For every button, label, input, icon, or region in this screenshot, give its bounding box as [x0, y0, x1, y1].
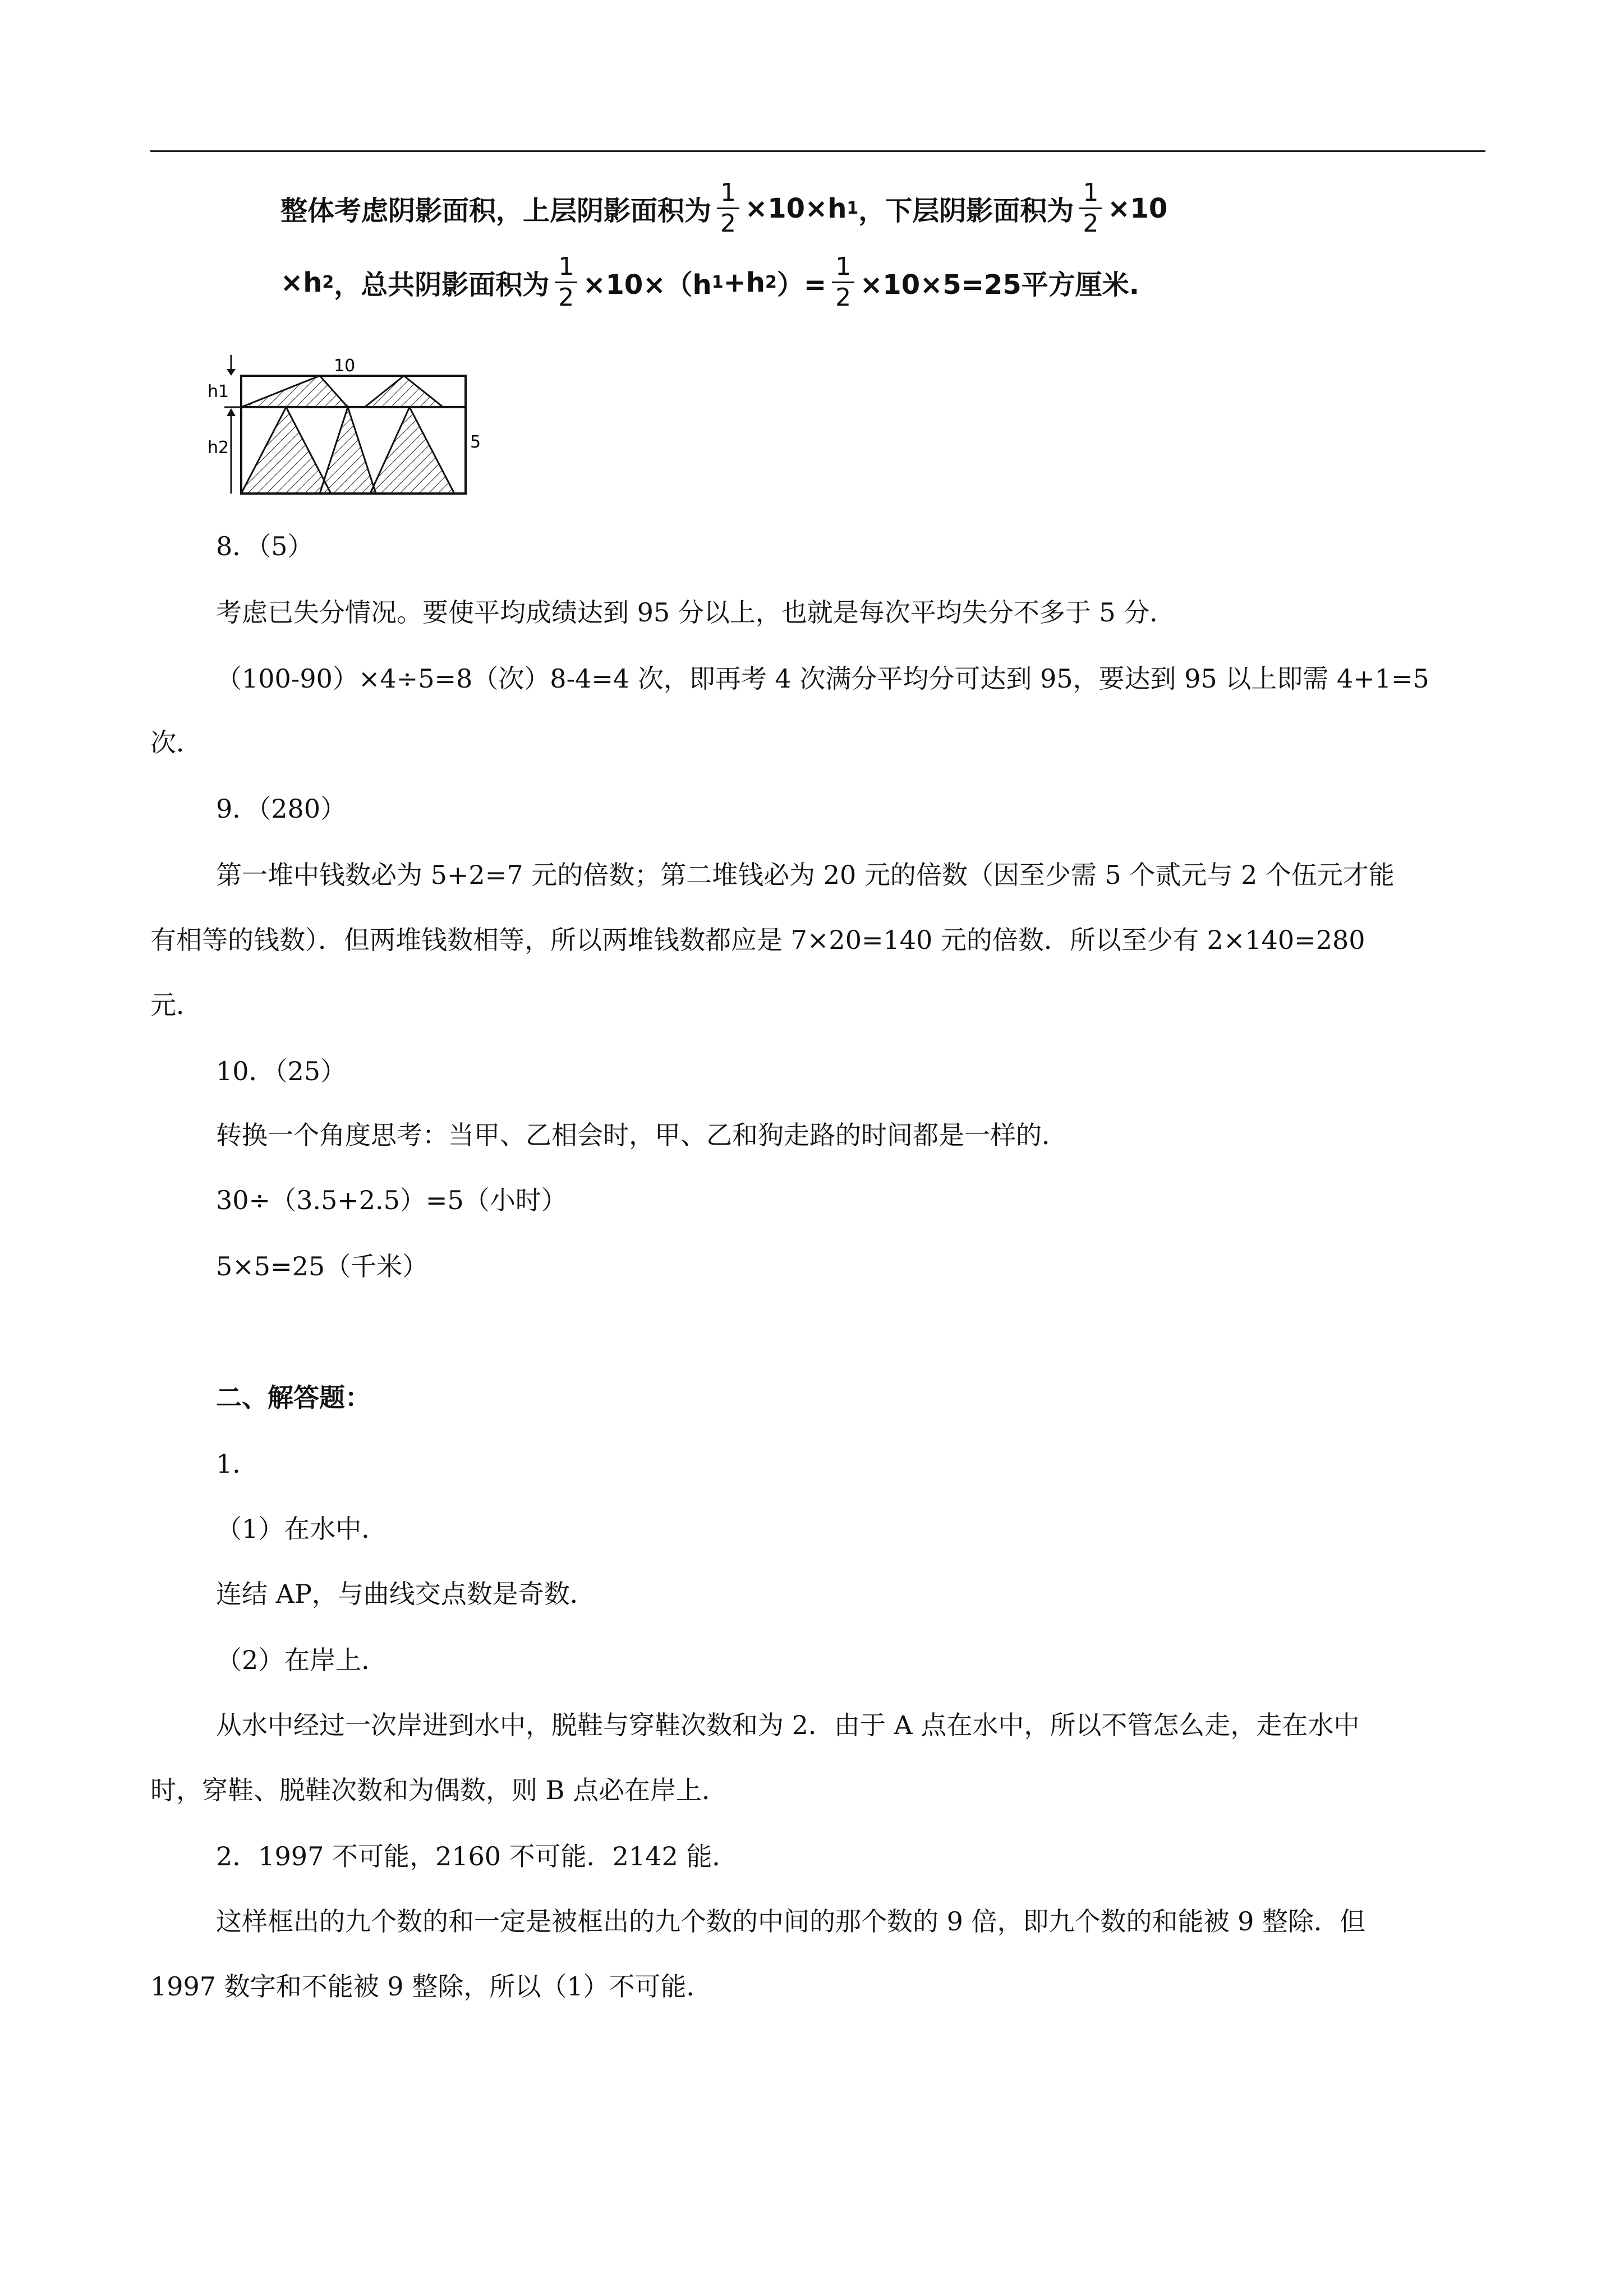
figure-h2-label: h2: [208, 438, 229, 458]
fraction-numerator: 1: [832, 252, 854, 283]
formula-text: ×10: [1107, 192, 1168, 224]
answer-10-text: 30÷（3.5+2.5）=5（小时）: [216, 1185, 567, 1215]
problem-2-text: 1997 数字和不能被 9 整除，所以（1）不可能．: [150, 1971, 712, 2002]
answer-8-text: （100-90）×4÷5=8（次）8-4=4 次，即再考 4 次满分平均分可达到 95，要达到 95 以上即需 4+1=5: [216, 663, 1429, 694]
lower-triangle: [370, 407, 454, 494]
problem-1-text: （2）在岸上．: [216, 1645, 388, 1675]
subscript: 2: [765, 273, 777, 292]
problem-1-text: 连结 AP，与曲线交点数是奇数．: [216, 1579, 596, 1609]
formula-text: ×10×（h: [583, 269, 712, 301]
upper-triangle: [365, 376, 443, 407]
formula-text: ，总共阴影面积为: [334, 269, 550, 301]
fraction-half: [555, 252, 577, 312]
formula-text: ，下层阴影面积为: [858, 195, 1074, 227]
problem-1-text: 从水中经过一次岸进到水中，脱鞋与穿鞋次数和为 2．由于 A 点在水中，所以不管怎么走，走在水中: [216, 1710, 1360, 1740]
header-rule: [150, 150, 1485, 152]
fraction-denominator: 2: [1083, 209, 1099, 238]
answer-9-text: 元．: [150, 990, 202, 1020]
answer-10-text: 5×5=25（千米）: [216, 1251, 429, 1281]
fraction-half: [1079, 178, 1102, 238]
formula-text: 整体考虑阴影面积，上层阴影面积为: [280, 195, 712, 227]
answer-8-text: 考虑已失分情况。要使平均成绩达到 95 分以上，也就是每次平均失分不多于 5 分．: [216, 597, 1176, 628]
problem-1-text: （1）在水中．: [216, 1514, 388, 1544]
figure-top-label: 10: [334, 356, 356, 376]
answer-10-text: 转换一个角度思考：当甲、乙相会时，甲、乙和狗走路的时间都是一样的．: [216, 1120, 1068, 1150]
problem-1-heading: 1．: [216, 1449, 259, 1479]
fraction-half: [717, 178, 739, 238]
formula-text: ×h: [280, 266, 323, 298]
figure-side-label: 5: [470, 432, 481, 452]
problem-2-text: 这样框出的九个数的和一定是被框出的九个数的中间的那个数的 9 倍，即九个数的和能被 9 整除．但: [216, 1906, 1366, 1937]
answer-9-heading: 9．（280）: [216, 794, 347, 824]
lower-triangle: [320, 407, 376, 494]
lower-triangle: [241, 407, 331, 494]
answer-8-text: 次．: [150, 727, 202, 758]
formula-text: ）=: [776, 269, 827, 301]
problem-2-heading: 2．1997 不可能，2160 不可能．2142 能．: [216, 1841, 738, 1871]
upper-triangle: [241, 376, 348, 407]
fraction-numerator: 1: [717, 178, 739, 209]
formula-line-1: [280, 178, 1167, 238]
answer-9-text: 有相等的钱数）．但两堆钱数相等，所以两堆钱数都应是 7×20=140 元的倍数．所以至少有 2×140=280: [150, 925, 1365, 955]
subscript: 1: [711, 273, 724, 292]
answer-9-text: 第一堆中钱数必为 5+2=7 元的倍数；第二堆钱必为 20 元的倍数（因至少需 5 个贰元与 2 个伍元才能: [216, 860, 1395, 890]
fraction-denominator: 2: [558, 283, 574, 312]
fraction-denominator: 2: [835, 283, 852, 312]
section-heading: 二、解答题：: [216, 1382, 371, 1413]
fraction-half: [832, 252, 854, 312]
subscript: 1: [846, 199, 859, 218]
problem-1-text: 时，穿鞋、脱鞋次数和为偶数，则 B 点必在岸上．: [150, 1775, 728, 1805]
fraction-numerator: 1: [1079, 178, 1102, 209]
subscript: 2: [322, 273, 334, 292]
formula-text: ×10×5=25平方厘米.: [860, 269, 1139, 301]
answer-10-heading: 10．（25）: [216, 1056, 347, 1086]
fraction-denominator: 2: [720, 209, 737, 238]
answer-8-heading: 8．（5）: [216, 531, 314, 561]
formula-text: ×10×h: [745, 192, 847, 224]
formula-line-2: [280, 252, 1139, 312]
fraction-numerator: 1: [555, 252, 577, 283]
formula-text: +h: [723, 266, 765, 298]
shaded-triangles-figure: [208, 352, 481, 504]
figure-h1-label: h1: [208, 382, 229, 402]
